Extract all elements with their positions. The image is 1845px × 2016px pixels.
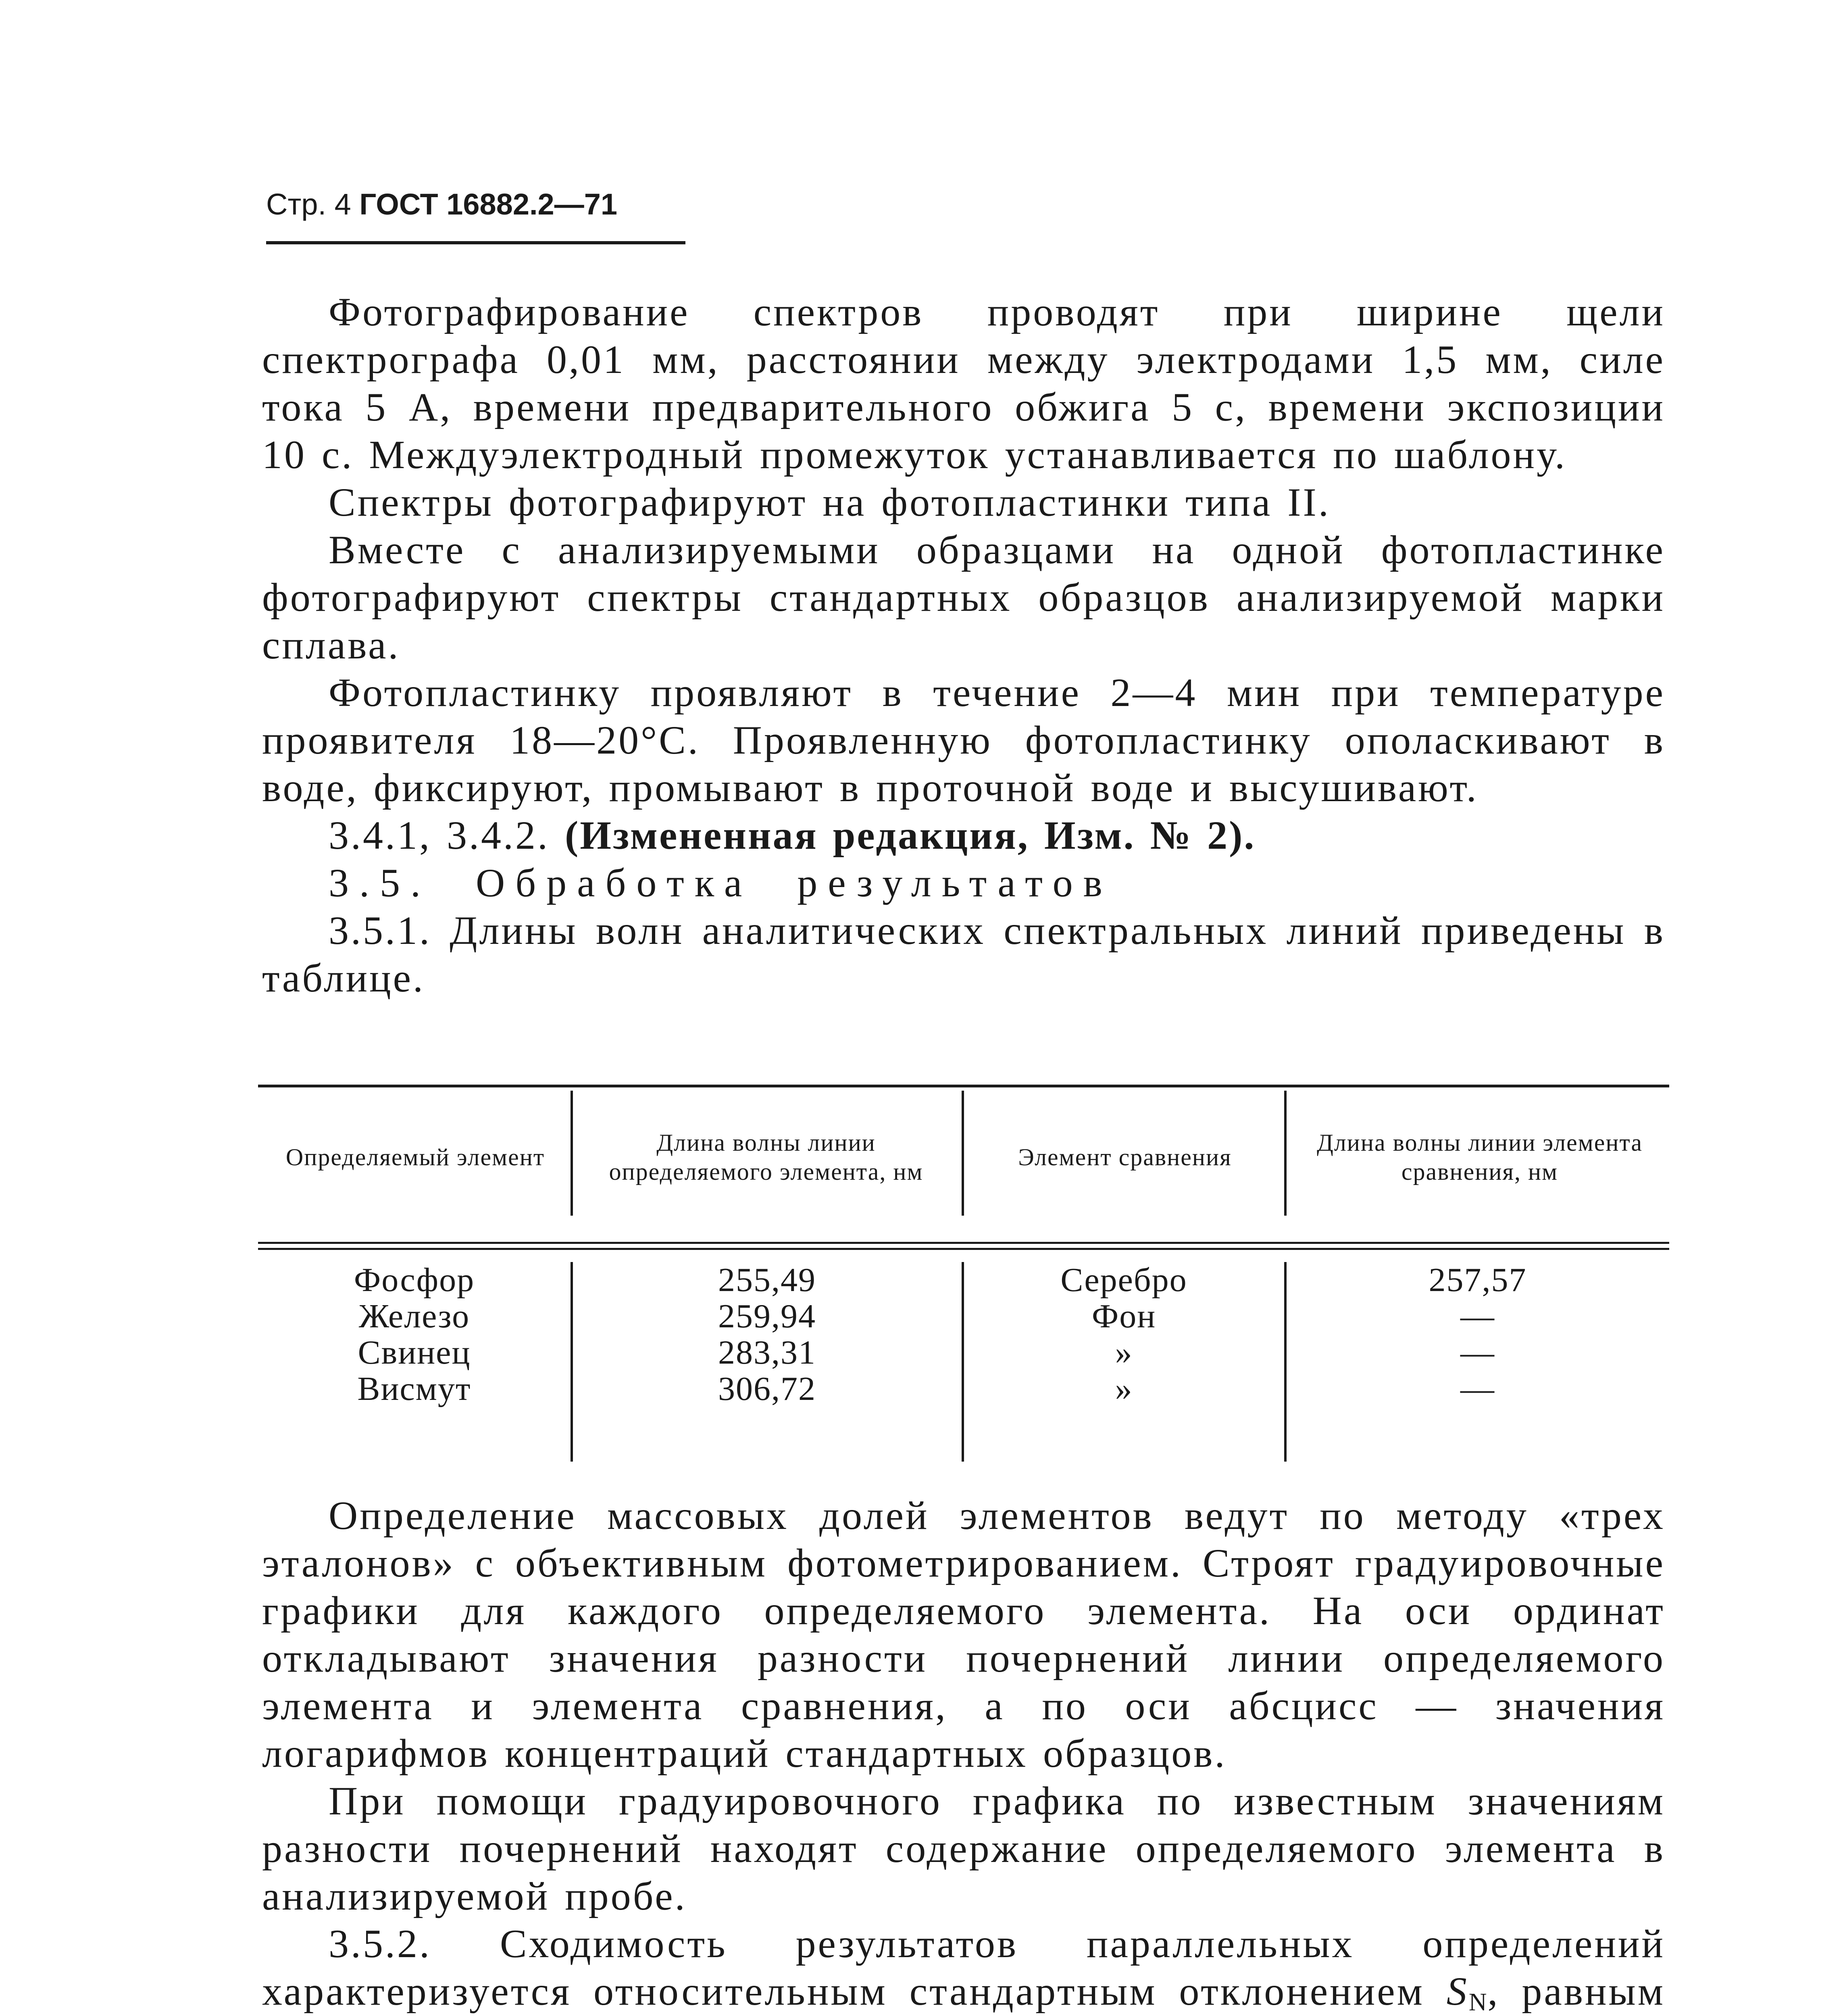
table-cell: » xyxy=(1115,1370,1133,1408)
table-cell: 255,49 xyxy=(718,1261,816,1299)
paragraph-convergence xyxy=(262,1920,1665,2016)
wavelength-table xyxy=(258,1085,1669,1468)
table-divider xyxy=(571,1091,573,1216)
table-header-reference-element: Элемент сравнения xyxy=(1018,1144,1232,1170)
paragraph-calibration: При помощи градуировочного графика по известным значениям разности почернений находят содержание определяемого элемента в анализируемой пробе. xyxy=(262,1779,1665,1918)
table-cell: Свинец xyxy=(358,1334,471,1371)
table-cell: 257,57 xyxy=(1429,1261,1527,1299)
header-page-prefix: Стр. 4 xyxy=(266,187,351,221)
paragraph-wavelengths: 3.5.1. Длины волн аналитических спектральных линий приведены в таблице. xyxy=(262,908,1665,1000)
table-cell: — xyxy=(1460,1370,1495,1408)
table-header-element: Определяемый элемент xyxy=(285,1144,545,1170)
table-divider xyxy=(962,1091,964,1216)
table-top-rule xyxy=(258,1085,1669,1087)
table-cell: » xyxy=(1115,1334,1133,1371)
table-header-wavelength: Длина волны линии определяемого элемента, нм xyxy=(609,1129,923,1185)
revision-note: (Измененная редакция, Изм. № 2). xyxy=(565,813,1256,858)
paragraph-photography: Фотографирование спектров проводят при ширине щели спектрографа 0,01 мм, расстоянии между электродами 1,5 мм, силе тока 5 А, времени предварительного обжига 5 с, времени экспозиции 10 с. Междуэлектродный промежуток устанавливается по шаблону. xyxy=(262,289,1665,477)
table-column-wavelength xyxy=(573,1262,962,1407)
revision-reference: 3.4.1, 3.4.2. xyxy=(329,813,550,858)
table-cell: 283,31 xyxy=(718,1334,816,1371)
table-cell: Висмут xyxy=(357,1370,471,1408)
header-rule xyxy=(266,241,685,244)
convergence-text-start: 3.5.2. Сходимость результатов параллельных определений характеризуется относительным стандартным отклонением xyxy=(262,1921,1665,2014)
table-cell: Фосфор xyxy=(354,1261,475,1299)
table-header-rule-1 xyxy=(258,1242,1669,1244)
table-cell: — xyxy=(1460,1334,1495,1371)
paragraph-revision xyxy=(262,812,1665,859)
table-cell: Серебро xyxy=(1060,1261,1187,1299)
paragraph-development: Фотопластинку проявляют в течение 2—4 мин при температуре проявителя 18—20°С. Проявленную фотопластинку ополаскивают в воде, фиксируют, промывают в проточной воде и высушивают. xyxy=(262,670,1665,810)
text-block-bottom xyxy=(262,1492,1665,2016)
table-column-element xyxy=(258,1262,571,1407)
table-cell: 259,94 xyxy=(718,1297,816,1335)
table-header-rule-2 xyxy=(258,1248,1669,1250)
table-cell: Железо xyxy=(358,1297,470,1335)
section-title-processing: 3.5. Обработка результатов xyxy=(329,860,1113,905)
symbol-s: S xyxy=(1446,1969,1469,2014)
table-column-reference-element xyxy=(964,1262,1284,1407)
table-cell: — xyxy=(1460,1297,1495,1335)
paragraph-standards: Вместе с анализируемыми образцами на одной фотопластинке фотографируют спектры стандартных образцов анализируемой марки сплава. xyxy=(262,527,1665,667)
paragraph-plates: Спектры фотографируют на фотопластинки типа II. xyxy=(329,480,1331,525)
table-divider xyxy=(1284,1091,1287,1216)
page-header xyxy=(266,187,618,221)
table-cell: Фон xyxy=(1091,1297,1156,1335)
table-cell: 306,72 xyxy=(718,1370,816,1408)
table-column-reference-wavelength xyxy=(1286,1262,1669,1407)
paragraph-method: Определение массовых долей элементов ведут по методу «трех эталонов» с объективным фотометрированием. Строят градуировочные графики для каждого определяемого элемента. На оси ординат откладывают значения разности почернений линии определяемого элемента и элемента сравнения, а по оси абсцисс — значения логарифмов концентраций стандартных образцов. xyxy=(262,1493,1665,1776)
symbol-s-subscript: N xyxy=(1468,1989,1488,2016)
text-block-top xyxy=(262,288,1665,1002)
convergence-text-end: , равным xyxy=(1487,1969,1665,2014)
header-standard-number: ГОСТ 16882.2—71 xyxy=(359,187,618,221)
table-header-reference-wavelength: Длина волны линии элемента сравнения, нм xyxy=(1316,1129,1643,1185)
